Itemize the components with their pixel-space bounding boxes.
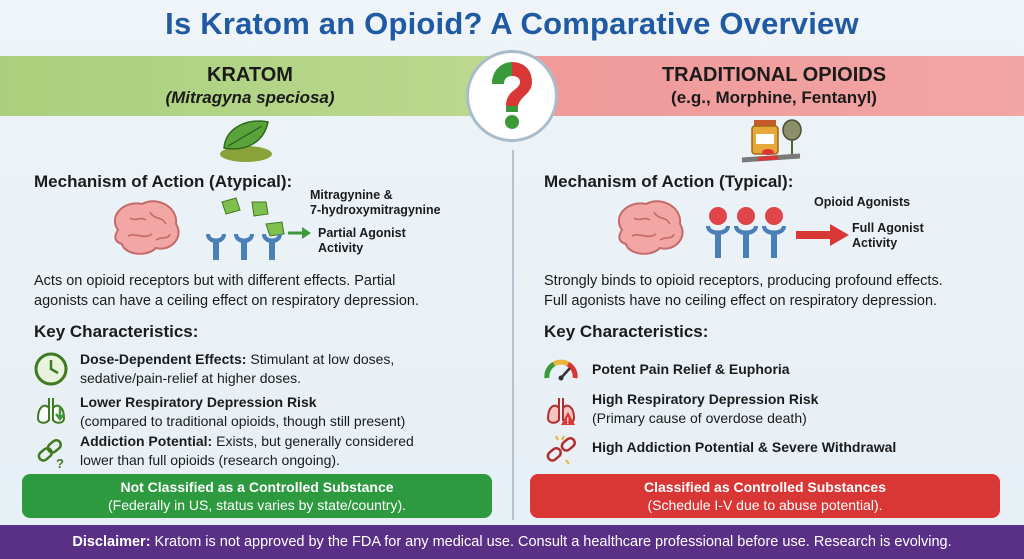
- partial-agonist-label-line1: Partial Agonist: [318, 226, 406, 240]
- kratom-mechanism-title: Mechanism of Action (Atypical):: [34, 172, 293, 191]
- kratom-item-3: Addiction Potential: Exists, but generally considered: [80, 433, 414, 449]
- opioids-status-text: (Schedule I-V due to abuse potential).: [647, 497, 883, 513]
- kratom-status-text: (Federally in US, status varies by state/country).: [108, 497, 406, 513]
- opioids-mechanism-title: Mechanism of Action (Typical):: [544, 172, 794, 191]
- svg-text:?: ?: [56, 456, 64, 470]
- partial-agonist-label-line2: Activity: [318, 241, 364, 255]
- kratom-description-line2: agonists can have a ceiling effect on respiratory depression.: [34, 293, 420, 309]
- opioids-description-line1: Strongly binds to opioid receptors, producing profound effects.: [544, 273, 943, 289]
- kratom-status-bold: Not Classified as a Controlled Substance: [120, 479, 394, 495]
- pills-syringe-icon: [738, 116, 810, 170]
- clock-icon: [34, 352, 68, 386]
- arrow-right-icon: [288, 226, 312, 240]
- opioids-key-title: Key Characteristics:: [544, 322, 709, 341]
- kratom-subheading: (Mitragyna speciosa): [165, 88, 335, 107]
- chain-question-icon: [34, 436, 68, 470]
- compound-label-line2: 7-hydroxymitragynine: [310, 203, 441, 217]
- kratom-item-2: Lower Respiratory Depression Risk: [80, 394, 317, 410]
- opioids-item-1: Potent Pain Relief & Euphoria: [592, 361, 790, 377]
- lungs-down-icon: [34, 394, 68, 428]
- opioids-heading: TRADITIONAL OPIOIDS: [661, 64, 887, 86]
- disclaimer-text: Kratom is not approved by the FDA for any medical use. Consult a healthcare professional before use. Research is evolving.: [154, 534, 952, 550]
- arrow-right-icon: [796, 222, 850, 248]
- lungs-warning-icon: [544, 394, 578, 428]
- kratom-item-3-line2: lower than full opioids (research ongoing).: [80, 452, 340, 468]
- opioids-status-bold: Classified as Controlled Substances: [644, 479, 886, 495]
- kratom-status-banner: [22, 474, 492, 518]
- opioids-subheading: (e.g., Morphine, Fentanyl): [671, 88, 877, 107]
- disclaimer-label: Disclaimer:: [72, 534, 151, 550]
- kratom-item-2-line2: (compared to traditional opioids, though still present): [80, 413, 406, 429]
- partial-agonist-receptors-icon: [196, 194, 296, 264]
- opioids-description-line2: Full agonists have no ceiling effect on respiratory depression.: [544, 293, 938, 309]
- full-agonist-label-line2: Activity: [852, 236, 898, 250]
- leaf-powder-icon: [210, 116, 280, 164]
- opioids-item-2: High Respiratory Depression Risk: [592, 391, 819, 407]
- opioids-column: [512, 0, 1024, 520]
- brain-icon: [610, 196, 690, 262]
- page-title: Is Kratom an Opioid? A Comparative Overview: [165, 6, 859, 41]
- kratom-key-title: Key Characteristics:: [34, 322, 199, 341]
- opioids-item-3: High Addiction Potential & Severe Withdrawal: [592, 439, 897, 455]
- kratom-description-line1: Acts on opioid receptors but with different effects. Partial: [34, 273, 396, 289]
- kratom-heading: KRATOM: [207, 64, 293, 86]
- svg-text:!: !: [566, 416, 570, 426]
- compound-label-line1: Mitragynine &: [310, 188, 393, 202]
- gauge-icon: [544, 352, 578, 386]
- full-agonist-receptors-icon: [698, 206, 792, 262]
- opioids-status-banner: [530, 474, 1000, 518]
- kratom-column: [0, 0, 512, 520]
- opioid-agonists-label: Opioid Agonists: [814, 195, 911, 209]
- kratom-item-1-line2: sedative/pain-relief at higher doses.: [80, 370, 302, 386]
- brain-icon: [106, 196, 186, 262]
- opioids-item-2-line2: (Primary cause of overdose death): [592, 410, 807, 426]
- kratom-item-1: Dose-Dependent Effects: Stimulant at low doses,: [80, 351, 395, 367]
- disclaimer-footer: [0, 525, 1024, 559]
- full-agonist-label-line1: Full Agonist: [852, 221, 924, 235]
- broken-chain-icon: [544, 434, 578, 468]
